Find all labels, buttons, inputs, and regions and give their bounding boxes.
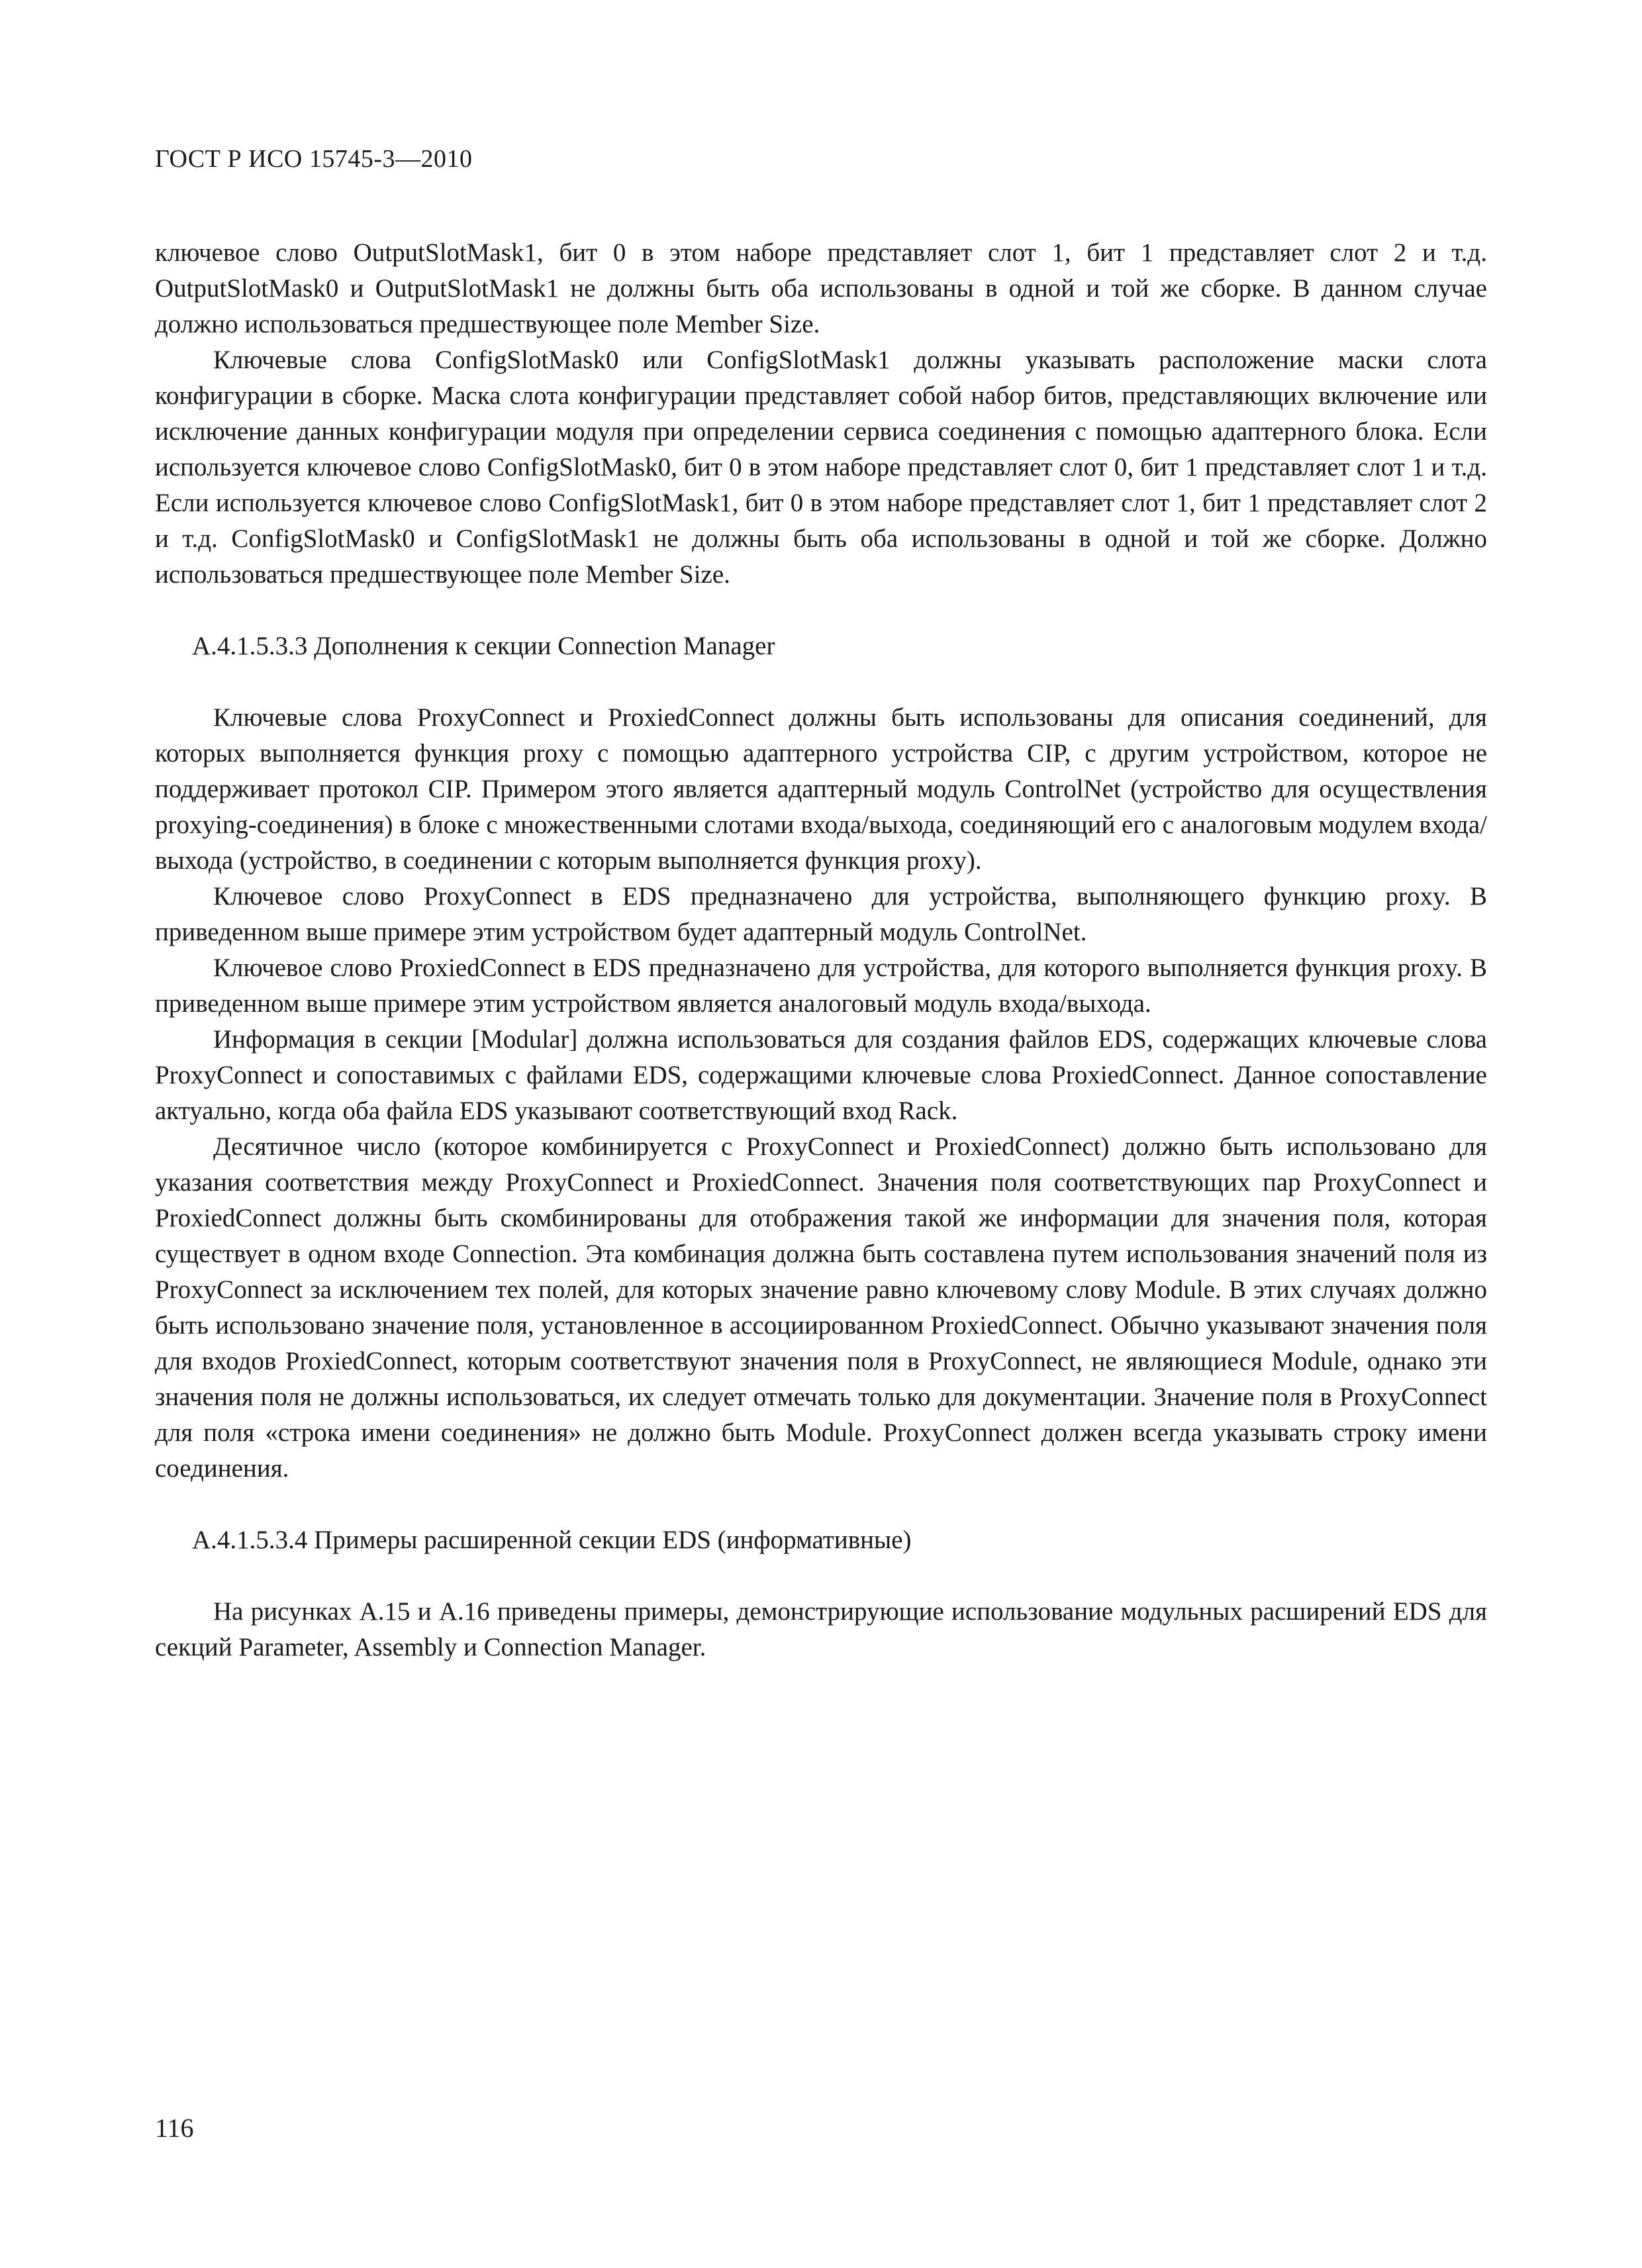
section-heading: A.4.1.5.3.4 Примеры расширенной секции EDS (информативные) xyxy=(192,1526,912,1554)
running-header: ГОСТ Р ИСО 15745-3—2010 xyxy=(155,145,473,173)
paragraph: Ключевые слова ProxyConnect и ProxiedConnect должны быть использованы для описания соединений, для которых выполняется функция proxy с помощью адаптерного устройства CIP, с другим устройством, которое не поддерживает протокол CIP. Примером этого является адаптерный модуль ControlNet (устройство для осуществления proxying-соединения) в блоке с множественными слотами входа/выхода, соединяющий его с аналоговым модулем входа/выхода (устройство, в соединении с которым выполняется функция proxy). xyxy=(155,703,1487,875)
page-number: 116 xyxy=(155,2113,194,2143)
body-text xyxy=(155,235,1487,1665)
paragraph: Десятичное число (которое комбинируется с ProxyConnect и ProxiedConnect) должно быть использовано для указания соответствия между ProxyConnect и ProxiedConnect. Значения поля соответствующих пар ProxyConnect и ProxiedConnect должны быть скомбинированы для отображения такой же информации для значения поля, которая существует в одном входе Connection. Эта комбинация должна быть составлена путем использования значений поля из ProxyConnect за исключением тех полей, для которых значение равно ключевому слову Module. В этих случаях должно быть использовано значение поля, установленное в ассоциированном ProxiedConnect. Обычно указывают значения поля для входов ProxiedConnect, которым соответствуют значения поля в ProxyConnect, не являющиеся Module, однако эти значения поля не должны использоваться, их следует отмечать только для документации. Значение поля в ProxyConnect для поля «строка имени соединения» не должно быть Module. ProxyConnect должен всегда указывать строку имени соединения. xyxy=(155,1132,1487,1483)
paragraph: Ключевое слово ProxiedConnect в EDS предназначено для устройства, для которого выполняется функция proxy. В приведенном выше примере этим устройством является аналоговый модуль входа/выхода. xyxy=(155,954,1487,1018)
paragraph: Ключевые слова ConfigSlotMask0 или ConfigSlotMask1 должны указывать расположение маски слота конфигурации в сборке. Маска слота конфигурации представляет собой набор битов, представляющих включение или исключение данных конфигурации модуля при определении сервиса соединения с помощью адаптерного блока. Если используется ключевое слово ConfigSlotMask0, бит 0 в этом наборе представляет слот 0, бит 1 представляет слот 1 и т.д. Если используется ключевое слово ConfigSlotMask1, бит 0 в этом наборе представляет слот 1, бит 1 представляет слот 2 и т.д. ConfigSlotMask0 и ConfigSlotMask1 не должны быть оба использованы в одной и той же сборке. Должно использоваться предшествующее поле Member Size. xyxy=(155,346,1487,589)
paragraph: На рисунках A.15 и A.16 приведены примеры, демонстрирующие использование модульных расширений EDS для секций Parameter, Assembly и Connection Manager. xyxy=(155,1597,1487,1661)
paragraph: ключевое слово OutputSlotMask1, бит 0 в этом наборе представляет слот 1, бит 1 представляет слот 2 и т.д. OutputSlotMask0 и OutputSlotMask1 не должны быть оба использованы в одной и той же сборке. В данном случае должно использоваться предшествующее поле Member Size. xyxy=(155,238,1487,338)
paragraph: Информация в секции [Modular] должна использоваться для создания файлов EDS, содержащих ключевые слова ProxyConnect и сопоставимых с файлами EDS, содержащими ключевые слова ProxiedConnect. Данное сопоставление актуально, когда оба файла EDS указывают соответствующий вход Rack. xyxy=(155,1025,1487,1125)
section-heading: A.4.1.5.3.3 Дополнения к секции Connection Manager xyxy=(192,632,775,660)
paragraph: Ключевое слово ProxyConnect в EDS предназначено для устройства, выполняющего функцию proxy. В приведенном выше примере этим устройством будет адаптерный модуль ControlNet. xyxy=(155,882,1487,946)
